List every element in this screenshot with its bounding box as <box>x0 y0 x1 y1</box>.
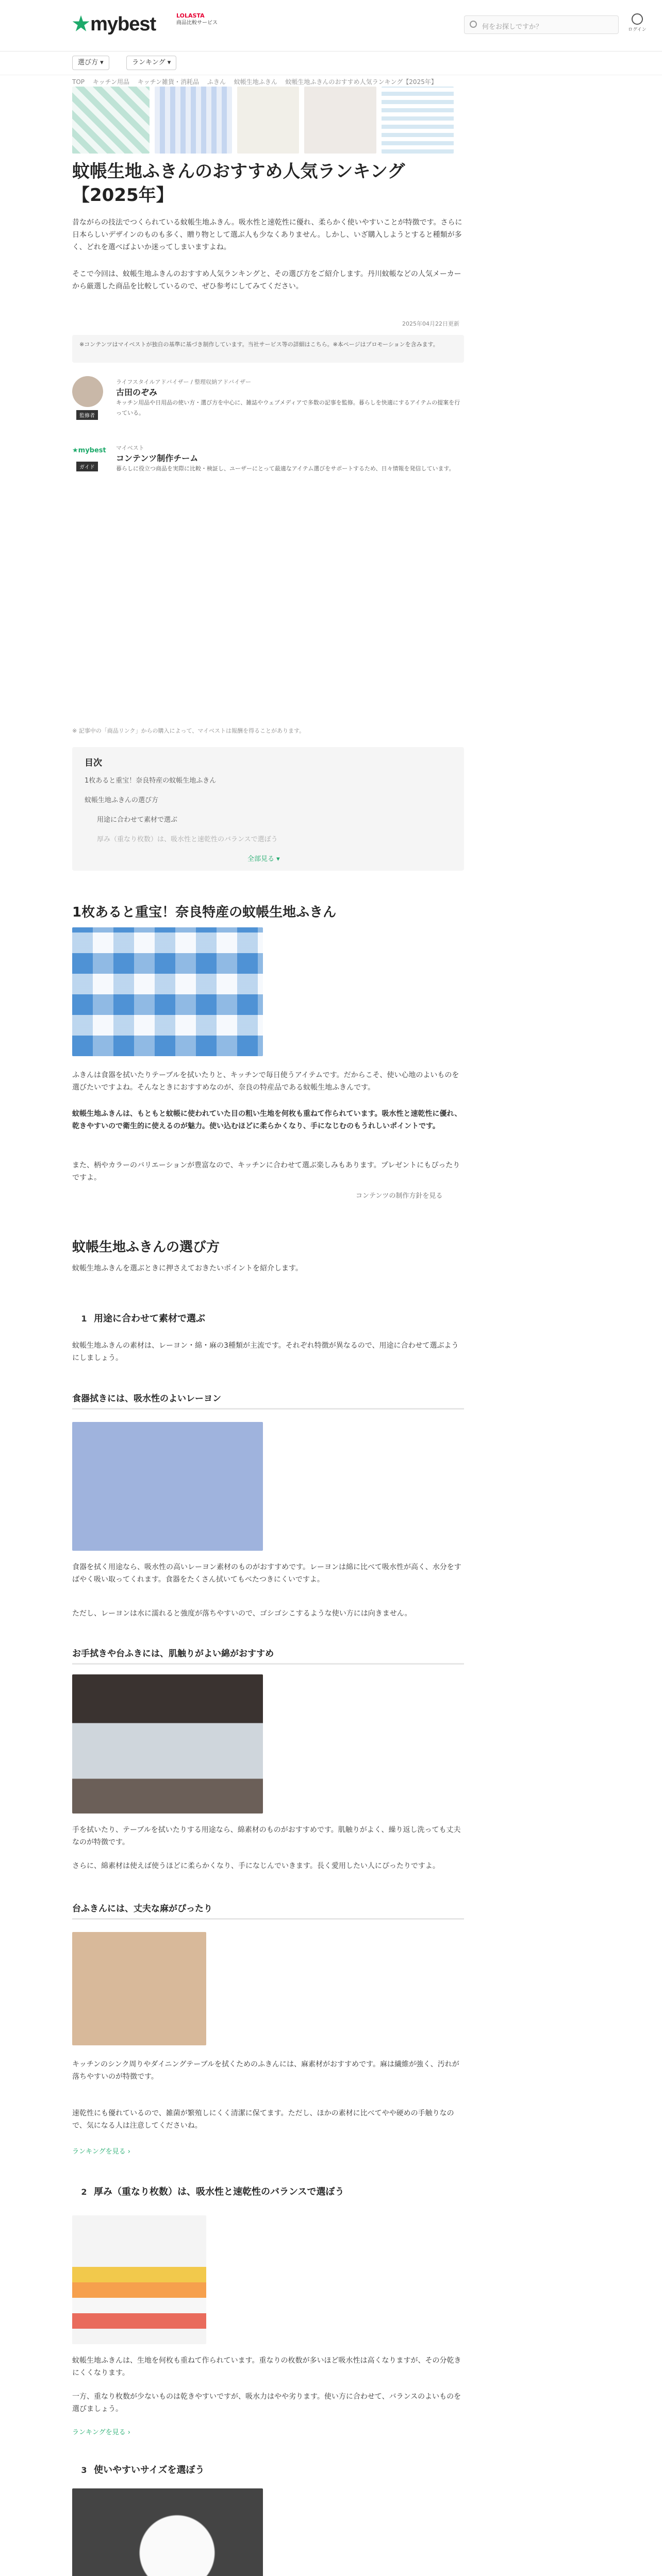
toc-heading: 目次 <box>85 758 102 768</box>
star-icon: ★ <box>72 13 90 35</box>
ranking-link[interactable]: ランキングを見る › <box>72 2148 130 2156</box>
hero-product-image <box>155 87 232 154</box>
supervisor-info <box>116 377 464 418</box>
breadcrumb <box>72 77 443 86</box>
section-paragraph: また、柄やカラーのバリエーションが豊富なので、キッチンに合わせて選ぶ楽しみもあります。プレゼントにもぴったりですよ。 <box>72 1161 460 1182</box>
hero-product-image <box>382 87 454 154</box>
breadcrumb-item[interactable]: キッチン雑貨・消耗品 <box>137 78 200 86</box>
site-header <box>0 0 662 52</box>
section-paragraph: 蚊帳生地ふきんは、もともと蚊帳に使われていた目の粗い生地を何枚も重ねて作られています。吸水性と速乾性に優れ、乾きやすいので衛生的に使えるのが魅力。使い込むほどに柔らかくなり、手になじむのもうれしいポイントです。 <box>72 1110 462 1130</box>
section-paragraph: ただし、レーヨンは水に濡れると強度が落ちやすいので、ゴシゴシこするような使い方には向きません。 <box>72 1609 412 1618</box>
subsection-heading: お手拭きや台ふきには、肌触りがよい綿がおすすめ <box>72 1646 464 1665</box>
section-paragraph: 蚊帳生地ふきんの素材は、レーヨン・綿・麻の3種類が主流です。それぞれ特徴が異なるので、用途に合わせて選ぶようにしましょう。 <box>72 1342 459 1362</box>
supervisor-name[interactable]: 古田のぞみ <box>116 387 158 397</box>
guide-point-heading <box>72 2184 464 2198</box>
ranking-dropdown[interactable]: ランキング ▾ <box>126 56 176 70</box>
section-heading: 1枚あると重宝！奈良特産の蚊帳生地ふきん <box>72 905 337 920</box>
search-placeholder: 何をお探しですか？ <box>482 23 543 31</box>
intro-paragraph: 昔ながらの技法でつくられている蚊帳生地ふきん。吸水性と速乾性に優れ、柔らかく使いやすいことが特徴です。さらに日本らしいデザインのものも多く、贈り物として選ぶ人も少なくありません。しかし、いざ購入しようとすると種類が多く、どれを選べばよいか迷ってしまいますよね。 <box>72 218 462 251</box>
section-paragraph: 速乾性にも優れているので、雑菌が繁殖しにくく清潔に保てます。ただし、ほかの素材に比べてやや硬めの手触りなので、気になる人は注意してくださいね。 <box>72 2109 454 2130</box>
supervisor-avatar <box>72 376 103 407</box>
guide-point-heading <box>72 1311 464 1325</box>
stacked-towels-image <box>72 2215 206 2344</box>
user-icon <box>632 13 643 25</box>
linen-fabric-image <box>72 1932 206 2045</box>
cotton-towel-image <box>72 1674 263 1814</box>
page-title: 蚊帳生地ふきんのおすすめ人気ランキング【2025年】 <box>72 161 405 206</box>
subsection-heading: 台ふきんには、丈夫な麻がぴったり <box>72 1901 464 1920</box>
breadcrumb-item[interactable]: TOP <box>72 78 85 86</box>
search-input[interactable] <box>464 15 619 34</box>
toc-item[interactable]: 厚み（重なり枚数）は、吸水性と速乾性のバランスで選ぼう <box>97 836 278 843</box>
cloth-size-image <box>72 2488 263 2576</box>
point-number: 2 <box>81 2187 87 2197</box>
table-of-contents <box>72 747 464 871</box>
supervisor-org: ライフスタイルアドバイザー / 整理収納アドバイザー <box>116 379 251 385</box>
mybest-logo[interactable] <box>72 12 156 36</box>
hero-product-image <box>237 87 299 154</box>
toc-item[interactable]: 蚊帳生地ふきんの選び方 <box>85 796 159 804</box>
breadcrumb-item[interactable]: 蚊帳生地ふきん <box>234 78 277 86</box>
logo-tag-desc: 商品比較サービス <box>176 20 218 26</box>
sub-navigation <box>0 52 662 75</box>
point-number: 3 <box>81 2465 87 2475</box>
affiliate-caption: ※ 記事中の「商品リンク」からの購入によって、マイベストは報酬を得ることがあります。 <box>72 727 305 734</box>
hero-product-image <box>304 87 376 154</box>
section-paragraph: 蚊帳生地ふきんを選ぶときに押さえておきたいポイントを紹介します。 <box>72 1264 303 1273</box>
toc-item[interactable]: 用途に合わせて素材で選ぶ <box>97 816 178 824</box>
toc-expand-button[interactable]: 全部見る ▾ <box>247 855 280 863</box>
ranking-link[interactable]: ランキングを見る › <box>72 2429 130 2436</box>
login-button[interactable] <box>627 13 648 37</box>
logo-tag-brand: LOLASTA <box>176 12 205 19</box>
section-paragraph: 蚊帳生地ふきんは、生地を何枚も重ねて作られています。重なりの枚数が多いほど吸水性は高くなりますが、その分乾きにくくなります。 <box>72 2357 461 2377</box>
subsection-heading: 食器拭きには、吸水性のよいレーヨン <box>72 1391 464 1410</box>
point-number: 1 <box>81 1314 87 1324</box>
search-icon <box>470 21 477 28</box>
breadcrumb-item[interactable]: キッチン用品 <box>92 78 130 86</box>
section-paragraph: 一方、重なり枚数が少ないものは乾きやすいですが、吸水力はやや劣ります。使い方に合わせて、バランスのよいものを選びましょう。 <box>72 2393 461 2413</box>
login-label: ログイン <box>628 27 647 32</box>
rayon-fabric-image <box>72 1422 263 1551</box>
section-image <box>72 927 263 1056</box>
updated-date: 2025年04月22日更新 <box>402 320 459 327</box>
section-paragraph: キッチンのシンク周りやダイニングテーブルを拭くためのふきんには、麻素材がおすすめです。麻は繊維が強く、汚れが落ちやすいのが特徴です。 <box>72 2060 459 2081</box>
mybest-guide-logo: ★mybest <box>72 447 106 454</box>
point-title: 厚み（重なり枚数）は、吸水性と速乾性のバランスで選ぼう <box>94 2187 344 2197</box>
section-paragraph: 手を拭いたり、テーブルを拭いたりする用途なら、綿素材のものがおすすめです。肌触りがよく、繰り返し洗っても丈夫なのが特徴です。 <box>72 1826 461 1846</box>
policy-link[interactable]: コンテンツの制作方針を見る <box>356 1192 443 1200</box>
disclosure-note: ※コンテンツはマイベストが独自の基準に基づき制作しています。当社サービス等の詳細はこちら。※本ページはプロモーションを含みます。 <box>72 335 464 363</box>
breadcrumb-current: 蚊帳生地ふきんのおすすめ人気ランキング【2025年】 <box>285 78 437 86</box>
supervisor-role: 監修者 <box>76 410 98 420</box>
supervisor-desc: キッチン用品や日用品の使い方・選び方を中心に、雑誌やウェブメディアで多数の記事を監修。暮らしを快適にするアイテムの提案を行っている。 <box>116 399 460 416</box>
point-title: 使いやすいサイズを選ぼう <box>94 2465 205 2476</box>
section-paragraph: 食器を拭く用途なら、吸水性の高いレーヨン素材のものがおすすめです。レーヨンは綿に比べて吸水性が高く、水分をすばやく吸い取ってくれます。食器をたくさん拭いてもべたつきにくいですよ。 <box>72 1563 461 1584</box>
guide-brand: マイベスト <box>116 445 144 451</box>
guide-name[interactable]: コンテンツ制作チーム <box>116 453 198 463</box>
guide-dropdown[interactable]: 選び方 ▾ <box>72 56 109 70</box>
guide-desc: 暮らしに役立つ商品を実際に比較・検証し、ユーザーにとって最適なアイテム選びをサポートするため、日々情報を発信しています。 <box>116 465 455 472</box>
guide-info <box>116 443 464 474</box>
guide-point-heading <box>72 2463 464 2477</box>
logo-text: mybest <box>90 13 156 35</box>
section-paragraph: さらに、綿素材は使えば使うほどに柔らかくなり、手になじんでいきます。長く愛用したい人にぴったりですよ。 <box>72 1862 440 1870</box>
section-paragraph: ふきんは食器を拭いたりテーブルを拭いたりと、キッチンで毎日使うアイテムです。だからこそ、使い心地のよいものを選びたいですよね。そんなときにおすすめなのが、奈良の特産品である蚊帳生地ふきんです。 <box>72 1071 459 1092</box>
point-title: 用途に合わせて素材で選ぶ <box>94 1313 205 1324</box>
hero-product-image <box>72 87 150 154</box>
intro-paragraph: そこで今回は、蚊帳生地ふきんのおすすめ人気ランキングと、その選び方をご紹介します。丹川蚊帳などの人気メーカーから厳選した商品を比較しているので、ぜひ参考にしてみてください。 <box>72 270 461 291</box>
guide-role: ガイド <box>76 462 98 471</box>
breadcrumb-item[interactable]: ふきん <box>207 78 226 86</box>
section-heading: 蚊帳生地ふきんの選び方 <box>72 1240 220 1255</box>
toc-item[interactable]: 1枚あると重宝！奈良特産の蚊帳生地ふきん <box>85 777 217 785</box>
logo-tagline <box>176 12 218 27</box>
